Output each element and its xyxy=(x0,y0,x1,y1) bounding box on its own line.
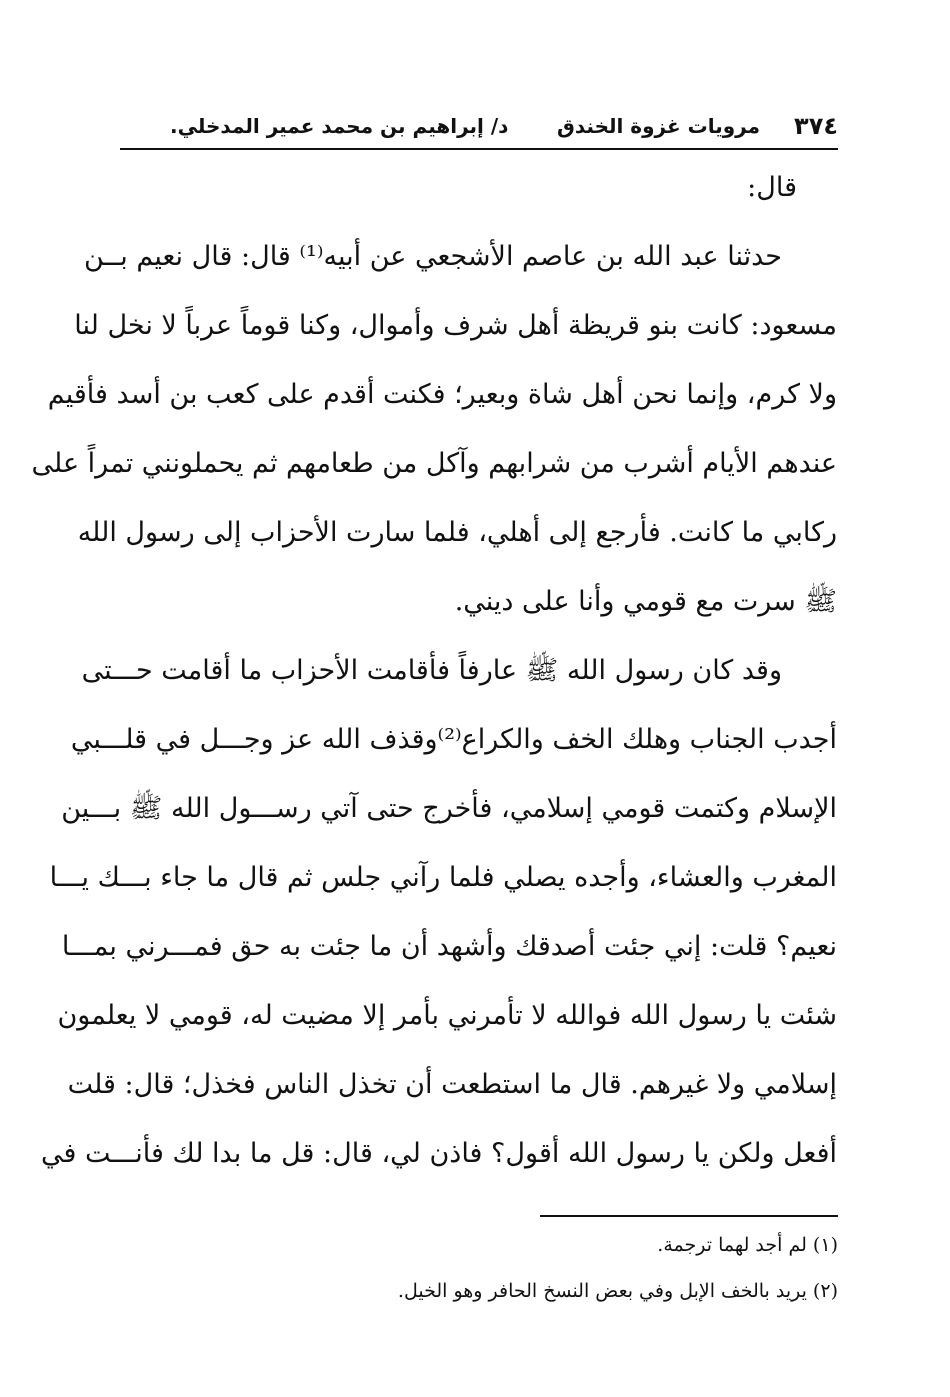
text-line: المغرب والعشاء، وأجده يصلي فلما رآني جلس ثم قال ما جاء بـــك يـــا xyxy=(49,862,837,893)
text-line: حدثنا عبد الله بن عاصم الأشجعي عن أبيه⁽¹⁾ قال: قال نعيم بــن xyxy=(83,241,782,272)
page-header xyxy=(120,108,838,150)
author-name: د/ إبراهيم بن محمد عمير المدخلي. xyxy=(170,114,509,138)
text-line: عندهم الأيام أشرب من شرابهم وآكل من طعامهم ثم يحملونني تمراً على xyxy=(31,448,837,479)
footnote-separator xyxy=(540,1215,838,1217)
text-line: مسعود: كانت بنو قريظة أهل شرف وأموال، وكنا قوماً عرباً لا نخل لنا xyxy=(74,310,837,341)
text-line: إسلامي ولا غيرهم. قال ما استطعت أن تخذل الناس فخذل؛ قال: قلت xyxy=(67,1069,837,1100)
main-text xyxy=(31,168,837,1203)
book-title: مرويات غزوة الخندق xyxy=(556,114,760,138)
text-line: أفعل ولكن يا رسول الله أقول؟ فاذن لي، قال: قل ما بدا لك فأنـــت في xyxy=(41,1138,837,1169)
text-line: نعيم؟ قلت: إني جئت أصدقك وأشهد أن ما جئت به حق فمـــرني بمـــا xyxy=(61,931,837,962)
text-line: ولا كرم، وإنما نحن أهل شاة وبعير؛ فكنت أقدم على كعب بن أسد فأقيم xyxy=(47,379,837,410)
footnotes xyxy=(300,1230,838,1322)
text-line: الإسلام وكتمت قومي إسلامي، فأخرج حتى آتي رســـول الله ﷺ بـــين xyxy=(61,793,837,824)
text-line: وقد كان رسول الله ﷺ عارفاً فأقامت الأحزاب ما أقامت حـــتى xyxy=(81,655,782,686)
text-line: شئت يا رسول الله فوالله لا تأمرني بأمر إلا مضيت له، قومي لا يعلمون xyxy=(57,1000,837,1031)
text-line: قال: xyxy=(747,172,797,203)
text-line: ﷺ سرت مع قومي وأنا على ديني. xyxy=(454,586,837,617)
text-line: أجدب الجناب وهلك الخف والكراع⁽²⁾وقذف الله عز وجـــل في قلـــبي xyxy=(70,724,837,755)
page-number: ٣٧٤ xyxy=(794,112,838,140)
footnote-2: (٢) يريد بالخف الإبل وفي بعض النسخ الحافر وهو الخيل. xyxy=(397,1280,838,1302)
text-line: ركابي ما كانت. فأرجع إلى أهلي، فلما سارت الأحزاب إلى رسول الله xyxy=(77,517,837,548)
footnote-1: (١) لم أجد لهما ترجمة. xyxy=(657,1234,838,1256)
